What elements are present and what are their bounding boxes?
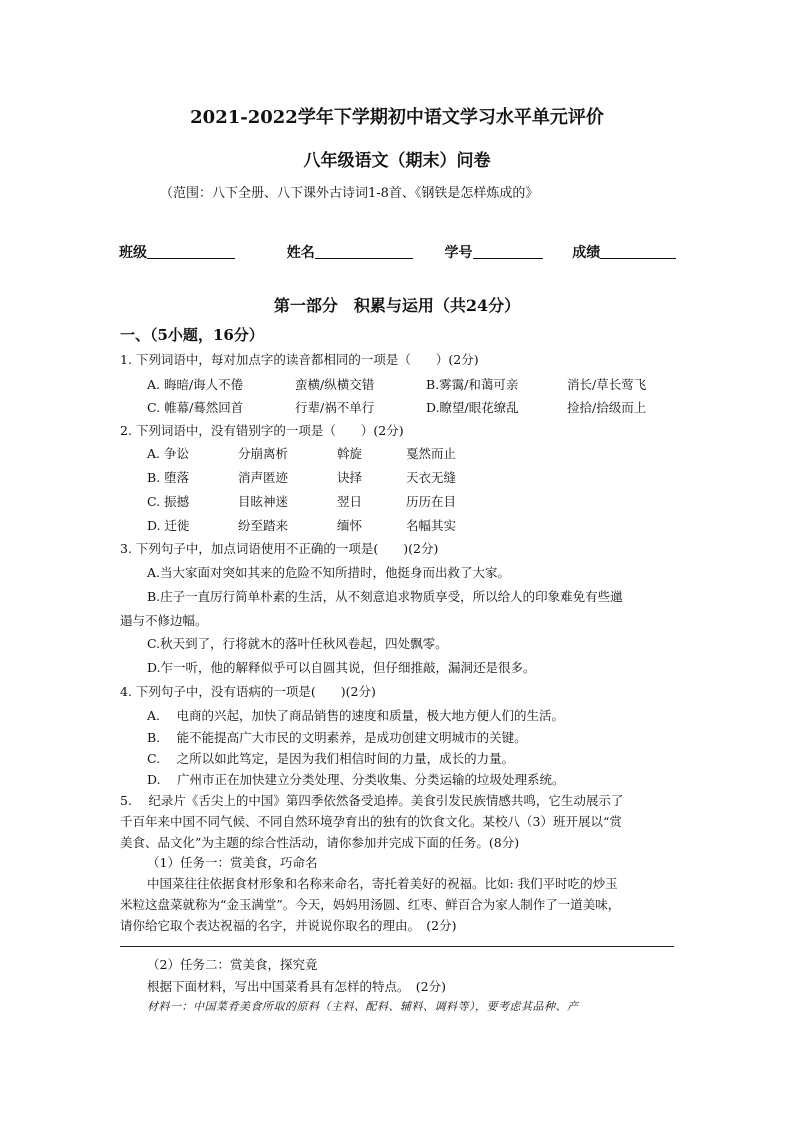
q4-option-a[interactable]: A. 电商的兴起，加快了商品销售的速度和质量，极大地方便人们的生活。 (147, 708, 564, 723)
section1-title: 一、（5小题，16分） (120, 326, 264, 344)
q1-option-a[interactable]: A. 晦暗/诲人不倦 (147, 377, 244, 392)
exam-subtitle: 八年级语文（期末）问卷 (303, 151, 491, 171)
q2-option-c[interactable] (147, 492, 477, 510)
class-blank[interactable] (147, 244, 235, 259)
q1-options-row1 (147, 375, 677, 393)
q4-option-b[interactable]: B. 能不能提高广大市民的文明素养，是成功创建文明城市的关键。 (147, 730, 527, 745)
q3-option-c[interactable]: C.秋天到了，行将就木的落叶任秋风卷起，四处飘零。 (147, 636, 448, 651)
q5-task1-line1: 中国菜往往依据食材形象和名称来命名，寄托着美好的祝福。比如: 我们平时吃的炒玉 (147, 876, 618, 891)
answer-line[interactable] (120, 946, 674, 947)
q5-task2-title: （2）任务二：赏美食，探究竟 (147, 957, 318, 972)
score-blank[interactable] (600, 244, 676, 259)
q3-option-a[interactable]: A.当大家面对突如其来的危险不知所措时，他挺身而出救了大家。 (147, 565, 511, 580)
q2-option-d[interactable] (147, 516, 477, 534)
q2-option-b[interactable] (147, 468, 477, 486)
q5-task1-title: （1）任务一：赏美食，巧命名 (147, 855, 318, 870)
q5-line2: 千百年来中国不同气候、不同自然环境孕育出的独有的饮食文化。某校八（3）班开展以“赏 (120, 814, 622, 829)
q2-c-w1: C. 振撼 (147, 494, 190, 509)
name-label: 姓名 (286, 245, 315, 261)
q1-option-b[interactable]: B.雾霭/和蔼可亲 (426, 377, 519, 392)
q1-option-d[interactable]: D.瞭望/眼花缭乱 (426, 400, 519, 415)
q1-option-d2: 捡拾/拾级而上 (567, 400, 647, 415)
q3-stem: 3. 下列句子中，加点词语使用不正确的一项是( )(2分) (120, 541, 439, 556)
q2-d-w4: 名幅其实 (406, 518, 457, 533)
q4-stem: 4. 下列句子中，没有语病的一项是( )(2分) (120, 684, 376, 699)
q2-d-w3: 缅怀 (337, 518, 363, 533)
q2-a-w4: 戛然而止 (406, 446, 457, 461)
q2-b-w4: 天衣无缝 (406, 470, 457, 485)
q4-option-c[interactable]: C. 之所以如此笃定，是因为我们相信时间的力量，成长的力量。 (147, 751, 515, 766)
q2-stem: 2. 下列词语中，没有错别字的一项是（ ）(2分) (120, 423, 404, 438)
q2-a-w1: A. 争讼 (147, 446, 189, 461)
q2-c-w2: 目眩神迷 (238, 494, 289, 509)
q2-b-w1: B. 堕落 (147, 470, 190, 485)
q1-option-a2: 蛮横/纵横交错 (295, 377, 375, 392)
q1-options-row2 (147, 398, 677, 416)
q3-option-b-cont: 遢与不修边幅。 (120, 613, 208, 628)
class-label: 班级 (119, 245, 147, 261)
name-blank[interactable] (315, 244, 413, 259)
q2-a-w3: 斡旋 (337, 446, 363, 461)
score-label: 成绩 (572, 245, 601, 261)
q2-c-w4: 历历在目 (406, 494, 457, 509)
q2-d-w2: 纷至踏来 (238, 518, 289, 533)
q5-task1-line3: 请你给它取个表达祝福的名字，并说说你取名的理由。 (2分) (120, 918, 457, 933)
q1-option-b2: 消长/草长莺飞 (567, 377, 647, 392)
student-info-row (119, 242, 676, 262)
exam-title: 2021-2022学年下学期初中语文学习水平单元评价 (190, 107, 604, 128)
q2-option-a[interactable] (147, 444, 477, 462)
id-label: 学号 (444, 245, 473, 261)
q3-option-b[interactable]: B.庄子一直厉行简单朴素的生活，从不刻意追求物质享受，所以给人的印象难免有些邋 (147, 589, 623, 604)
q5-line3: 美食、品文化”为主题的综合性活动，请你参加并完成下面的任务。(8分) (120, 835, 520, 850)
q5-task1-line2: 米粒这盘菜就称为“金玉满堂”。今天，妈妈用汤圆、红枣、鲜百合为家人制作了一道美味， (120, 897, 621, 912)
q2-c-w3: 翌日 (337, 494, 363, 509)
q1-option-c[interactable]: C. 帷幕/蓦然回首 (147, 400, 244, 415)
q2-d-w1: D. 迁徙 (147, 518, 190, 533)
q2-b-w3: 诀择 (337, 470, 363, 485)
q5-line1: 5. 纪录片《舌尖上的中国》第四季依然备受追捧。美食引发民族情感共鸣，它生动展示了 (120, 793, 624, 808)
part1-title: 第一部分 积累与运用（共24分） (273, 296, 521, 315)
q1-option-c2: 行辈/祸不单行 (295, 400, 375, 415)
q2-b-w2: 消声匿迹 (238, 470, 289, 485)
q2-a-w2: 分崩离析 (238, 446, 289, 461)
id-blank[interactable] (473, 244, 543, 259)
q3-option-d[interactable]: D.乍一听，他的解释似乎可以自圆其说，但仔细推敲，漏洞还是很多。 (147, 660, 536, 675)
q4-option-d[interactable]: D. 广州市正在加快建立分类处理、分类收集、分类运输的垃圾处理系统。 (147, 772, 565, 787)
q5-task2-prompt: 根据下面材料，写出中国菜肴具有怎样的特点。 (2分) (147, 979, 446, 994)
q5-material1: 材料一：中国菜肴美食所取的原料（主料、配料、辅料、调料等），要考虑其品种、产 (147, 1000, 579, 1013)
q1-stem: 1. 下列词语中，每对加点字的读音都相同的一项是（ ）(2分) (120, 352, 479, 367)
exam-scope: （范围：八下全册、八下课外古诗词1-8首、《钢铁是怎样炼成的》 (160, 186, 539, 201)
